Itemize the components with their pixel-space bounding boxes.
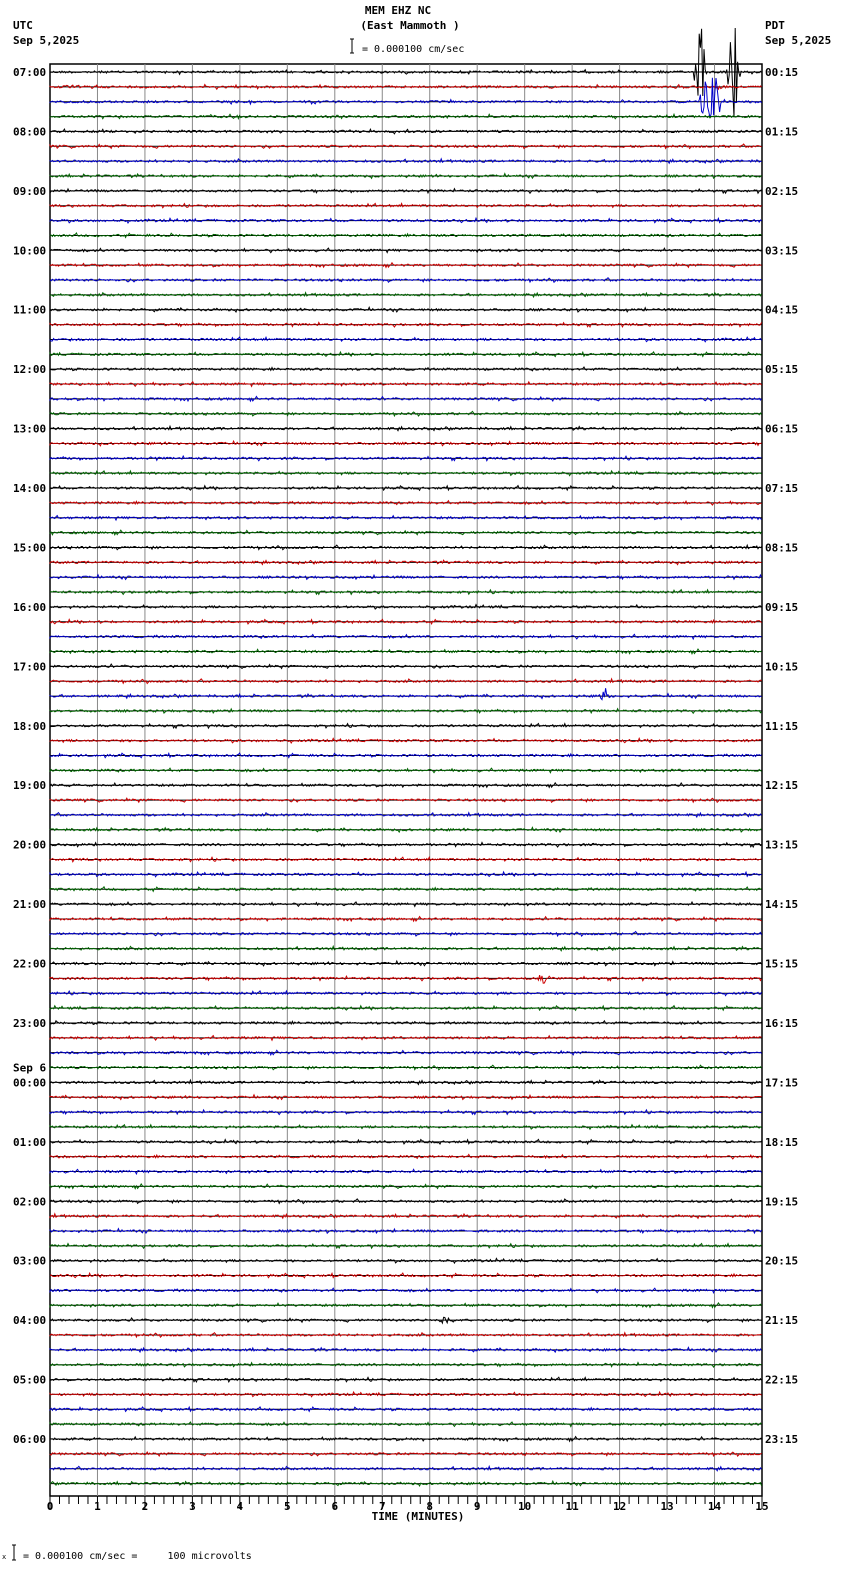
scale-label: = 0.000100 cm/sec xyxy=(362,44,465,55)
x-tick-label: 3 xyxy=(189,1500,196,1513)
seismic-trace xyxy=(50,709,762,714)
pdt-hour-label: 09:15 xyxy=(765,600,799,614)
seismic-trace xyxy=(50,688,762,699)
pdt-hour-label: 19:15 xyxy=(765,1195,799,1209)
x-tick-label: 5 xyxy=(284,1500,291,1513)
pdt-hour-label: 02:15 xyxy=(765,184,799,198)
pdt-hour-label: 23:15 xyxy=(765,1433,799,1446)
seismic-trace xyxy=(50,872,762,877)
utc-hour-label: 23:00 xyxy=(13,1016,47,1030)
pdt-hour-label: 06:15 xyxy=(765,422,799,436)
pdt-hour-label: 13:15 xyxy=(765,838,799,852)
utc-hour-label: 07:00 xyxy=(13,66,47,79)
utc-hour-label: 09:00 xyxy=(13,184,47,198)
utc-hour-label: 05:00 xyxy=(13,1373,47,1387)
pdt-hour-label: 21:15 xyxy=(765,1314,799,1328)
seismic-trace xyxy=(50,1422,762,1427)
seismic-trace xyxy=(50,1214,762,1219)
seismic-trace xyxy=(50,1363,762,1368)
seismic-trace xyxy=(50,293,762,297)
x-tick-label: 4 xyxy=(236,1500,244,1513)
utc-hour-label: 03:00 xyxy=(13,1254,47,1268)
utc-hour-label: 13:00 xyxy=(13,422,47,436)
seismic-trace xyxy=(50,605,762,610)
x-tick-label: 15 xyxy=(755,1500,769,1513)
utc-hour-label: 00:00 xyxy=(13,1076,47,1090)
pdt-hour-label: 08:15 xyxy=(765,541,799,555)
pdt-hour-label: 05:15 xyxy=(765,363,799,377)
utc-hour-label: 19:00 xyxy=(13,779,47,793)
seismic-trace xyxy=(50,917,762,922)
pdt-hour-label: 20:15 xyxy=(765,1254,799,1268)
utc-hour-label: 11:00 xyxy=(13,303,47,317)
x-tick-label: 6 xyxy=(331,1500,339,1513)
utc-hour-label: 02:00 xyxy=(13,1195,47,1209)
pdt-hour-label: 01:15 xyxy=(765,125,799,139)
seismic-trace xyxy=(50,1050,762,1055)
utc-hour-label: 08:00 xyxy=(13,125,47,139)
date-change-label: Sep 6 xyxy=(13,1061,47,1075)
scale-bar-icon xyxy=(350,39,354,53)
x-tick-label: 14 xyxy=(707,1500,722,1513)
right-date: Sep 5,2025 xyxy=(765,34,832,47)
pdt-hour-label: 03:15 xyxy=(765,244,799,258)
x-tick-label: 0 xyxy=(46,1500,54,1513)
station-location: (East Mammoth ) xyxy=(360,19,460,32)
seismic-trace xyxy=(50,1006,762,1011)
pdt-hour-label: 00:15 xyxy=(765,66,799,79)
footer-scale-note: = 0.000100 cm/sec = 100 microvolts xyxy=(23,1551,252,1562)
utc-hour-label: 01:00 xyxy=(13,1135,47,1149)
seismic-trace xyxy=(50,1036,762,1041)
x-axis-label: TIME (MINUTES) xyxy=(371,1510,465,1523)
utc-hour-label: 21:00 xyxy=(13,898,47,912)
footer-prefix: x xyxy=(2,1553,7,1561)
station-title: MEM EHZ NC xyxy=(364,4,432,17)
seismic-trace xyxy=(50,768,762,773)
seismic-trace xyxy=(50,501,762,505)
utc-hour-label: 14:00 xyxy=(13,482,47,496)
pdt-hour-label: 12:15 xyxy=(765,779,799,793)
utc-hour-label: 15:00 xyxy=(13,541,47,555)
pdt-hour-label: 16:15 xyxy=(765,1016,799,1030)
x-tick-label: 8 xyxy=(426,1500,434,1513)
x-tick-label: 10 xyxy=(518,1500,532,1513)
utc-hour-label: 20:00 xyxy=(13,838,47,852)
x-tick-label: 12 xyxy=(612,1500,627,1513)
seismic-trace xyxy=(50,1139,762,1144)
seismic-trace xyxy=(50,159,762,163)
left-date: Sep 5,2025 xyxy=(13,34,80,47)
seismic-trace xyxy=(50,857,762,862)
utc-hour-label: 12:00 xyxy=(13,363,47,377)
seismic-trace xyxy=(50,975,762,983)
utc-hour-label: 17:00 xyxy=(13,660,47,674)
seismic-trace xyxy=(50,1303,762,1308)
x-tick-label: 13 xyxy=(660,1500,674,1513)
pdt-hour-label: 04:15 xyxy=(765,303,799,317)
footer-scale-bar-icon xyxy=(12,1545,16,1560)
pdt-hour-label: 17:15 xyxy=(765,1076,799,1090)
seismic-trace xyxy=(50,1317,762,1323)
pdt-hour-label: 18:15 xyxy=(765,1135,799,1149)
utc-hour-label: 16:00 xyxy=(13,600,47,614)
right-timezone: PDT xyxy=(765,19,785,32)
seismic-trace xyxy=(50,352,762,357)
seismic-trace xyxy=(50,1244,762,1249)
pdt-hour-label: 11:15 xyxy=(765,719,799,733)
seismic-trace xyxy=(50,1110,762,1115)
x-tick-label: 2 xyxy=(141,1500,149,1513)
seismic-trace xyxy=(50,471,762,476)
utc-hour-label: 22:00 xyxy=(13,957,47,971)
seismic-trace xyxy=(50,78,762,118)
seismic-trace xyxy=(50,129,762,134)
seismic-trace xyxy=(50,902,762,907)
utc-hour-label: 18:00 xyxy=(13,719,47,733)
seismic-trace xyxy=(50,946,762,950)
x-tick-label: 1 xyxy=(94,1500,101,1513)
seismic-trace xyxy=(50,28,762,117)
left-timezone: UTC xyxy=(13,19,33,32)
pdt-hour-label: 14:15 xyxy=(765,898,799,912)
seismic-trace xyxy=(50,619,762,624)
seismic-trace xyxy=(50,322,762,327)
utc-hour-label: 10:00 xyxy=(13,244,47,258)
x-tick-label: 9 xyxy=(473,1500,481,1513)
seismic-trace xyxy=(50,1452,762,1456)
pdt-hour-label: 15:15 xyxy=(765,957,799,971)
seismic-trace xyxy=(50,1437,762,1442)
utc-hour-label: 04:00 xyxy=(13,1314,47,1328)
pdt-hour-label: 07:15 xyxy=(765,482,799,496)
pdt-hour-label: 10:15 xyxy=(765,660,799,674)
seismic-trace xyxy=(50,1125,762,1130)
x-tick-label: 11 xyxy=(565,1500,579,1513)
x-tick-label: 7 xyxy=(378,1500,386,1513)
utc-hour-label: 06:00 xyxy=(13,1433,47,1446)
pdt-hour-label: 22:15 xyxy=(765,1373,799,1387)
seismic-trace xyxy=(50,1199,762,1204)
